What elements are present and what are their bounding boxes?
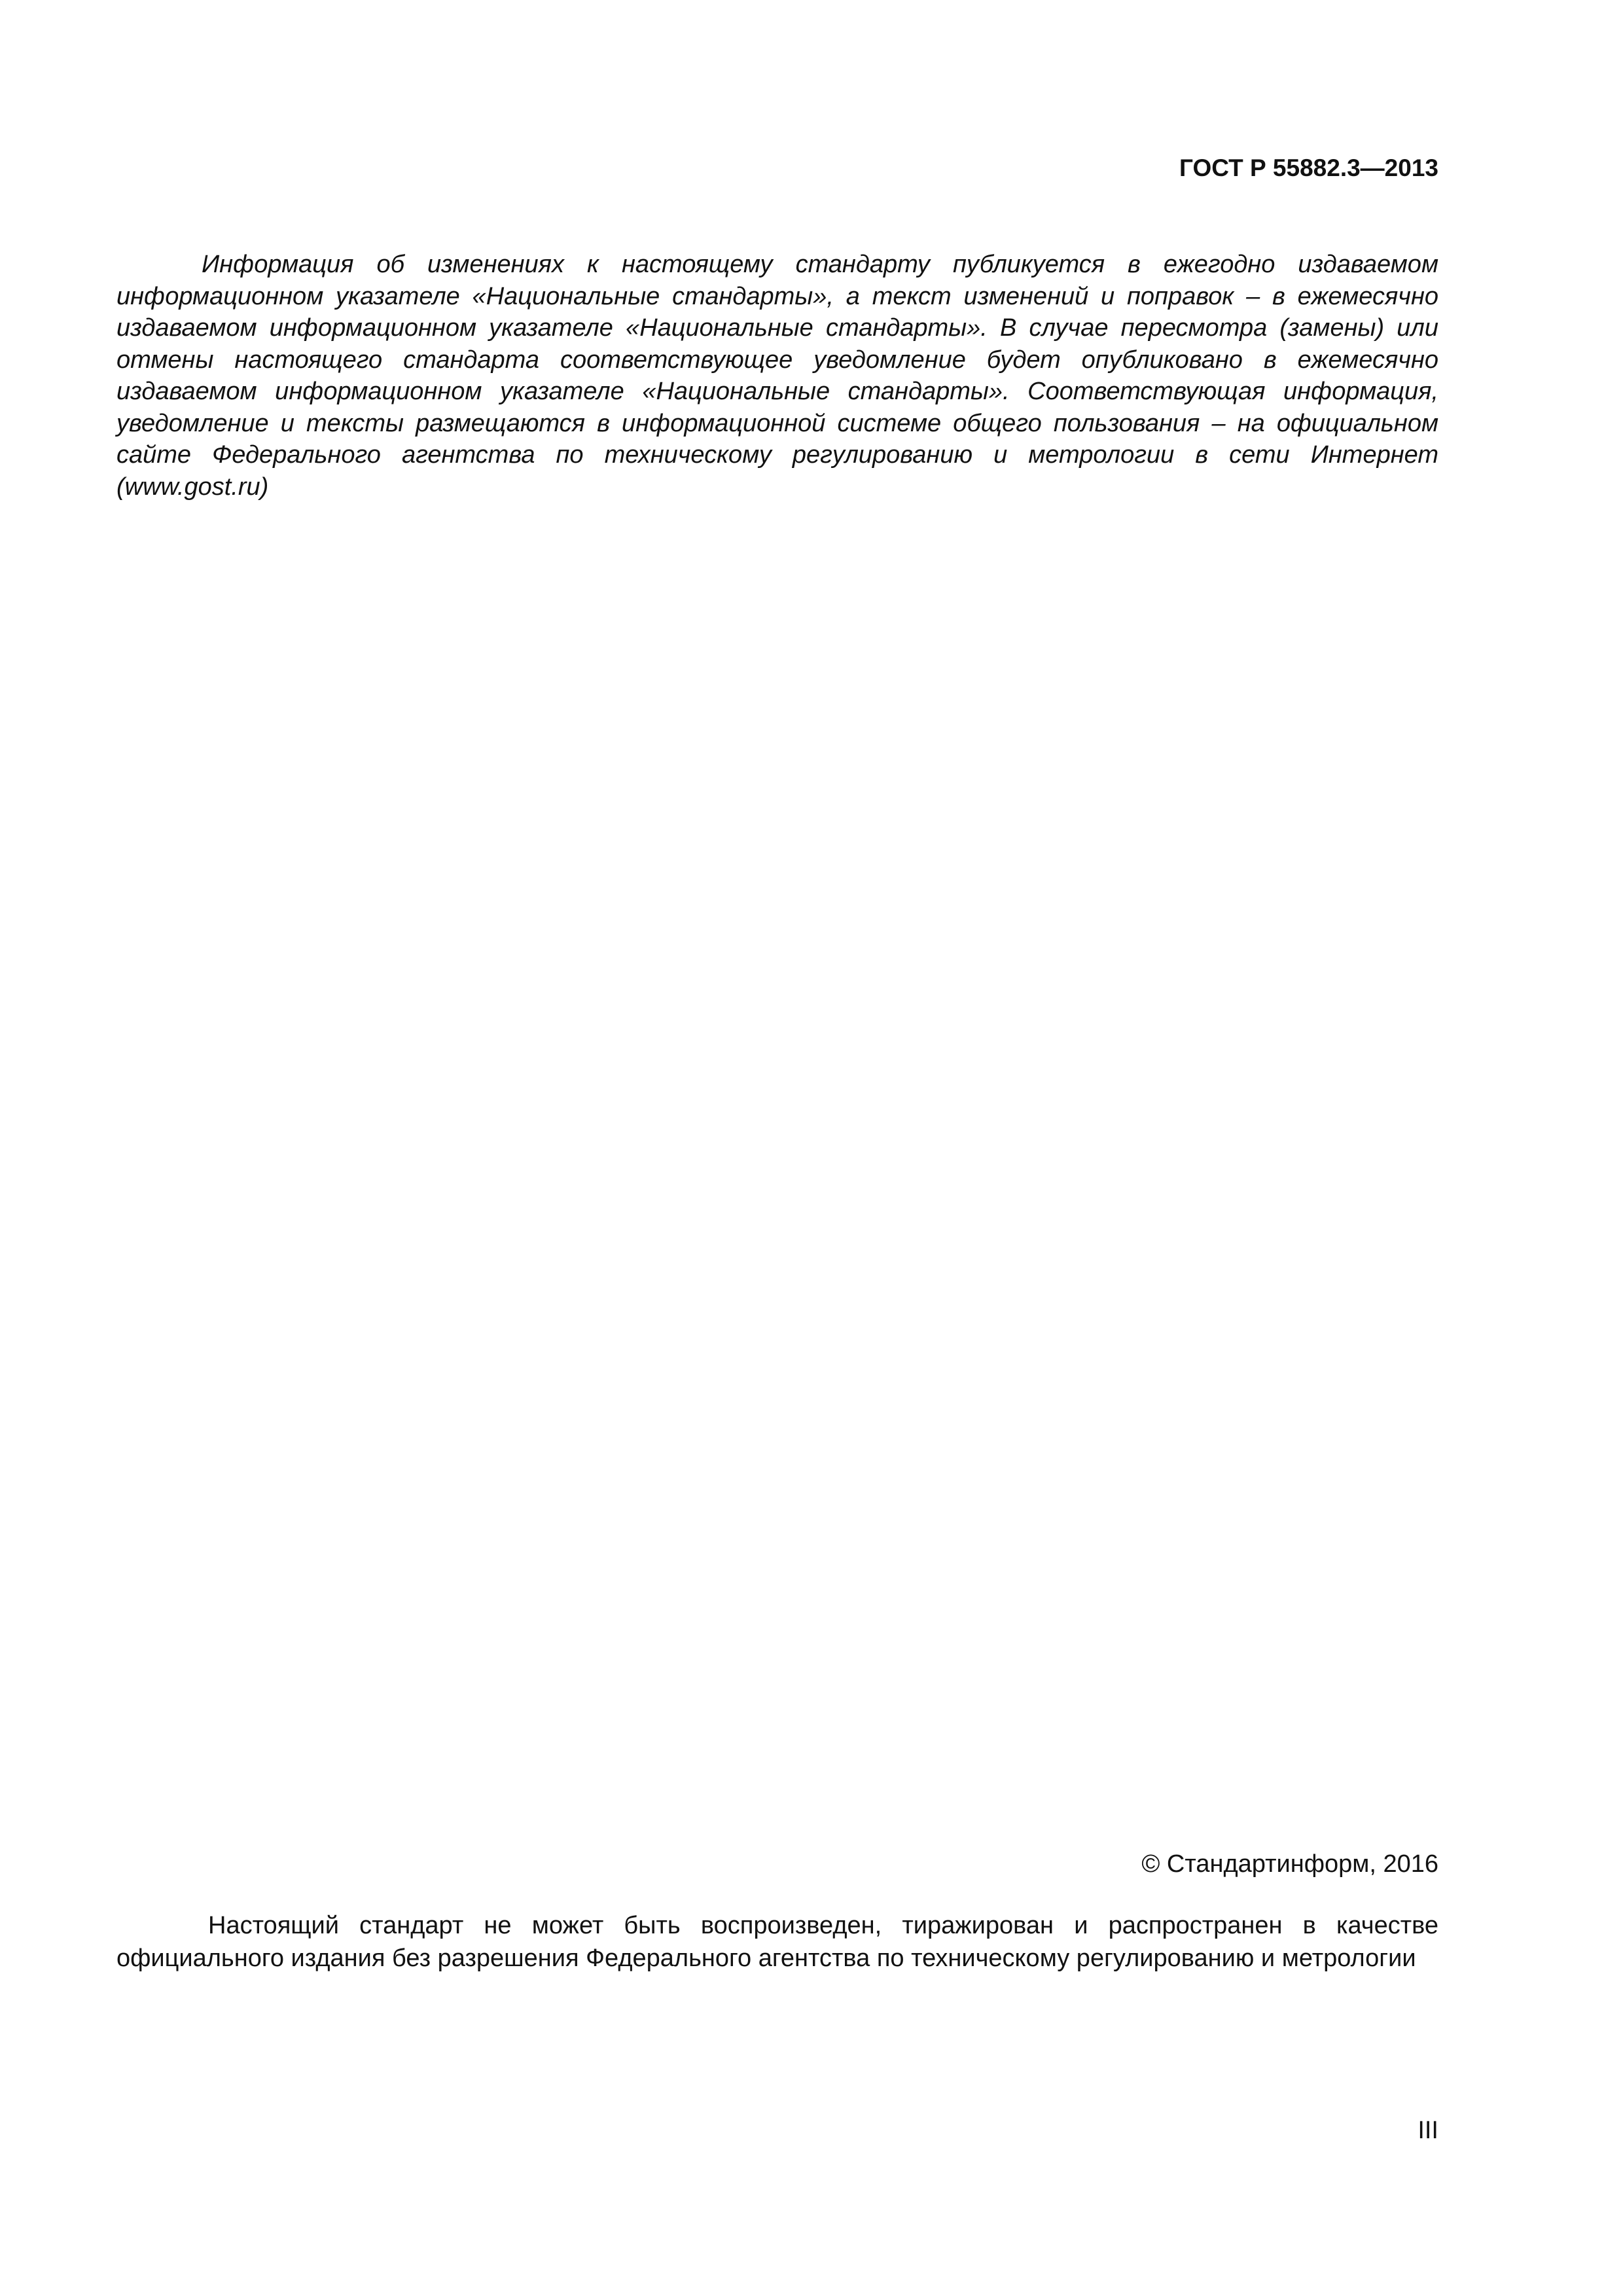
- document-id: ГОСТ Р 55882.3—2013: [1179, 154, 1438, 181]
- page-number: III: [1418, 2117, 1438, 2144]
- reproduction-notice-paragraph: Настоящий стандарт не может быть воспроизведен, тиражирован и распространен в качестве официального издания без разрешения Федерального агентства по техническому регулированию и метрологии: [116, 1912, 1438, 1972]
- amendments-info-paragraph: Информация об изменениях к настоящему стандарту публикуется в ежегодно издаваемом информационном указателе «Национальные стандарты», а текст изменений и поправок – в ежемесячно издаваемом информационном указателе «Национальные стандарты». В случае пересмотра (замены) или отмены настоящего стандарта соответствующее уведомление будет опубликовано в ежемесячно издаваемом информационном указателе «Национальные стандарты». Соответствующая информация, уведомление и тексты размещаются в информационной системе общего пользования – на официальном сайте Федерального агентства по техническому регулированию и метрологии в сети Интернет (www.gost.ru): [116, 251, 1438, 501]
- copyright-notice: © Стандартинформ, 2016: [1141, 1850, 1438, 1878]
